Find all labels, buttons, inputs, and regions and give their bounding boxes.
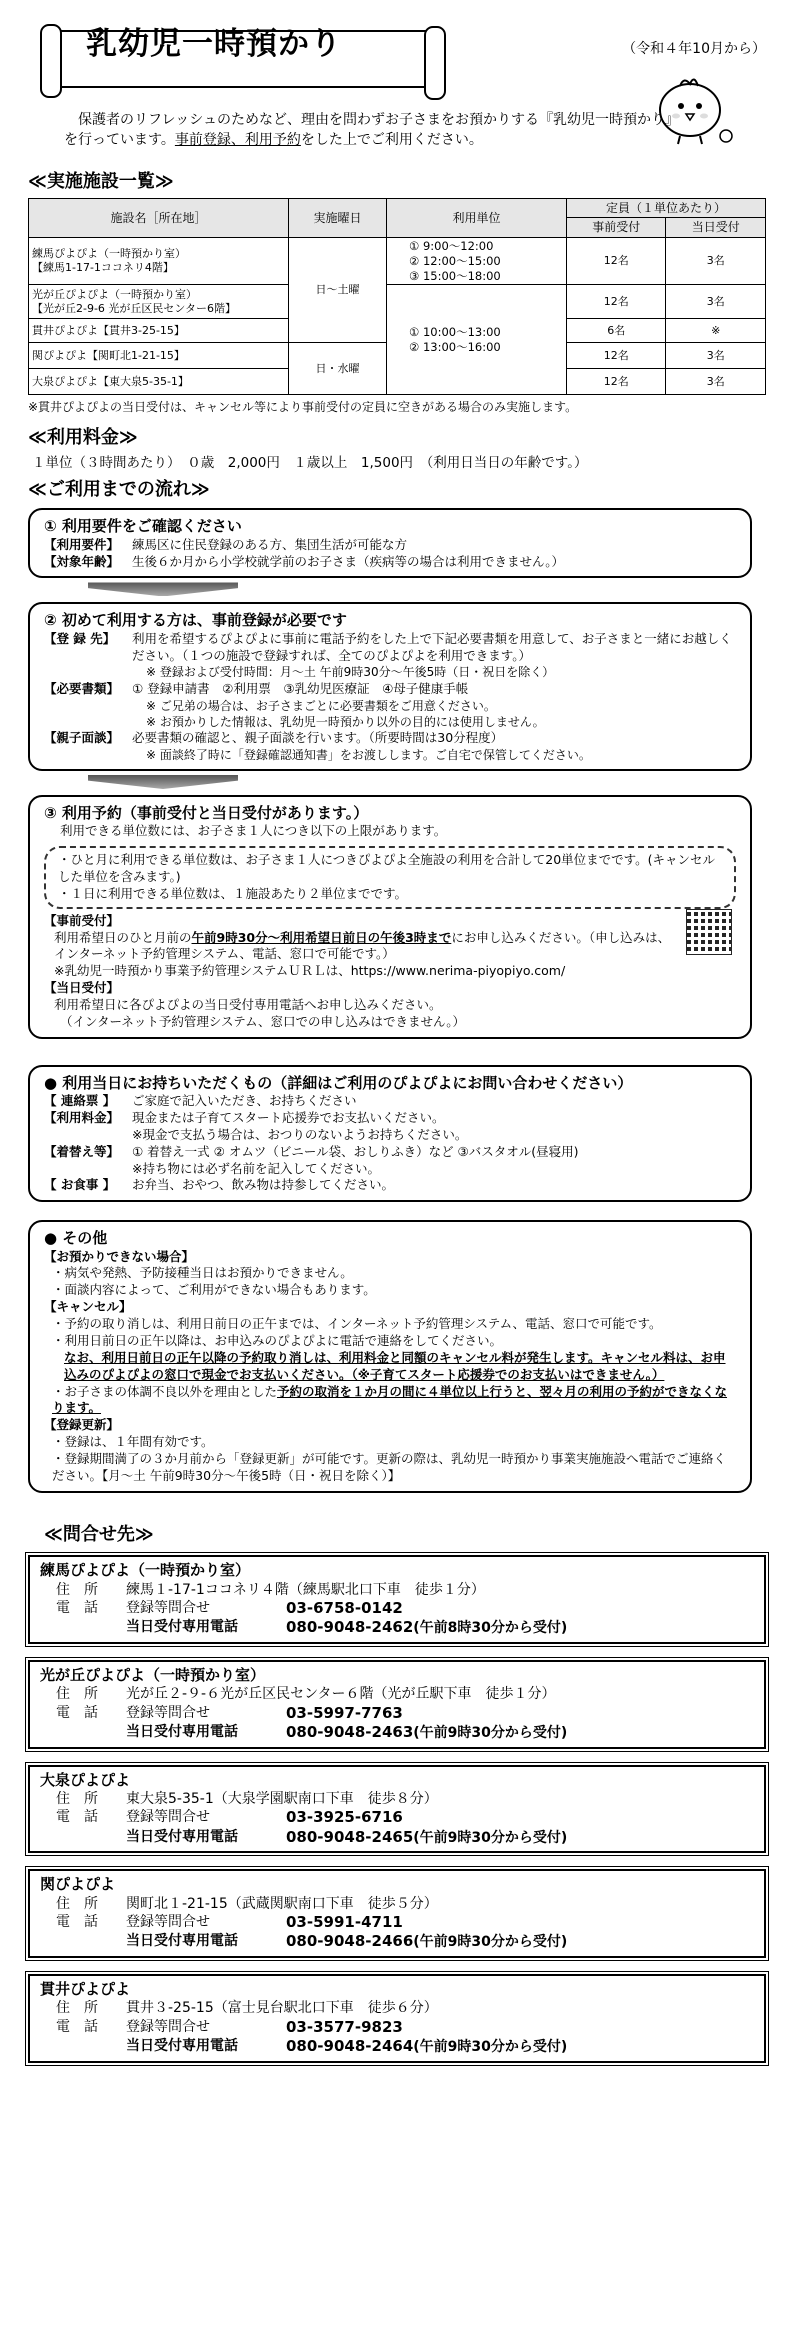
page-title: 乳幼児一時預かり [86,26,342,62]
down-arrow-icon [88,775,238,789]
header [28,14,774,164]
cancel-label: 【キャンセル】 [44,1299,132,1315]
contact-reg-row [40,1704,754,1724]
unit-cell: ① 9:00～12:00 ② 12:00～15:00 ③ 15:00～18:00 [387,237,567,285]
contact-name: 光が丘ぴよぴよ（一時預かり室） [40,1665,266,1684]
bring-text: お弁当、おやつ、飲み物は持参してください。 [132,1177,395,1193]
tel-label: 電 話 [56,1704,98,1721]
bring-label [44,1127,132,1144]
tel-label: 電 話 [56,1913,98,1930]
cannot-text: ・病気や発熱、予防接種当日はお預かりできません。 [52,1265,353,1281]
reg-tel-label: 登録等問合せ [126,1913,210,1930]
limit-box [44,846,736,909]
sameday-phone[interactable]: 080-9048-2463 [286,1723,414,1742]
sameday-note: (午前9時30分から受付) [413,1934,568,1951]
table-row [29,285,766,319]
cancel-limit-text: ・お子さまの体調不良以外を理由とした予約の取消を１か月の間に４単位以上行うと、翌々月の利用の予約ができなくなります。 [52,1383,728,1416]
sameday-phone-group [286,2037,754,2057]
advance-cell: 12名 [567,369,666,395]
sameday-phone[interactable]: 080-9048-2462 [286,1618,414,1637]
limit-text: ・１日に利用できる単位数は、１施設あたり２単位までです。 [58,885,408,901]
days-cell: 日～土曜 [289,237,387,343]
sameday-tel-label: 当日受付専用電話 [126,1828,238,1845]
contact-name: 練馬ぴよぴよ（一時預かり室） [40,1561,251,1580]
renew-text: ・登録期間満了の３か月前から「登録更新」が可能です。更新の際は、乳幼児一時預かり事業実施施設へ電話でご連絡ください。【月～土 午前9時30分～午後5時（日・祝日を除く）】 [52,1451,727,1483]
interview-label: 【親子面談】 [44,729,120,745]
address-label: 住 所 [56,1791,98,1808]
table-row [29,237,766,285]
address-label: 住 所 [56,1686,98,1703]
cancel-fee-text: なお、利用日前日の正午以降の予約取り消しは、利用料金と同額のキャンセル料が発生します。キャンセル料は、お申込みのぴよぴよの窓口で現金でお支払いください。（※子育てスタート応援券でのお支払いはできません。） [64,1349,726,1382]
bring-text: 現金または子育てスタート応援券でお支払いください。 [132,1109,445,1125]
advance-cell: 12名 [567,343,666,369]
other-head: ● その他 [44,1229,108,1248]
sameday-cell: 3名 [666,369,766,395]
adv-label: 【事前受付】 [44,912,120,928]
step3-lead: 利用できる単位数には、お子さま１人につき以下の上限があります。 [60,823,447,839]
step1-head: ① 利用要件をご確認ください [44,517,242,536]
bring-label [44,1161,132,1178]
bring-label: 【利用料金】 [44,1109,120,1125]
contact-name: 関ぴよぴよ [40,1875,116,1894]
contact-reg-row [40,1808,754,1828]
bring-label: 【着替え等】 [44,1143,120,1159]
adv-text: 利用希望日のひと月前の午前9時30分～利用希望日前日の午後3時までにお申し込みください。（申し込みは、インターネット予約管理システム、電話、窓口で可能です。） [54,929,671,962]
contact-address: 貫井３-25-15（富士見台駅北口下車 徒歩６分） [126,2000,438,2017]
contact-address-row [40,1685,754,1703]
contact-address-row [40,1895,754,1913]
reg-phone[interactable]: 03-3577-9823 [286,2017,403,2036]
sameday-phone-group [286,1618,754,1638]
advance-cell: 12名 [567,285,666,319]
bring-head: ● 利用当日にお持ちいただくもの（詳細はご利用のぴよぴよにお問い合わせください） [44,1073,633,1092]
cannot-label: 【お預かりできない場合】 [44,1248,195,1264]
reg-tel-label: 登録等問合せ [126,1704,210,1721]
advance-cell: 6名 [567,319,666,343]
contact-sameday-row [40,1828,754,1848]
interview-text: 必要書類の確認と、親子面談を行います。（所要時間は30分程度） [132,729,504,745]
sameday-tel-label: 当日受付専用電話 [126,1933,238,1950]
th-sameday: 当日受付 [666,218,766,237]
docs-note: ※ お預かりした情報は、乳幼児一時預かり以外の目的には使用しません。 [146,714,545,729]
sameday-tel-label: 当日受付専用電話 [126,1724,238,1741]
reg-note: ※ 登録および受付時間：月～土 午前9時30分～午後5時（日・祝日を除く） [146,665,555,680]
reg-tel-label: 登録等問合せ [126,1809,210,1826]
sameday-phone[interactable]: 080-9048-2465 [286,1827,414,1846]
bring-text: ※現金で支払う場合は、おつりのないようお持ちください。 [132,1126,468,1142]
sameday-cell: 3名 [666,237,766,285]
adv-url: ※乳幼児一時預かり事業予約管理システムＵＲＬは、https://www.nerima-piyopiyo.com/ [54,963,566,979]
tel-label: 電 話 [56,1809,98,1826]
req-text: 練馬区に住民登録のある方、集団生活が可能な方 [132,536,408,552]
contact-section-title: ≪問合せ先≫ [44,1523,154,1545]
th-name: 施設名［所在地］ [29,199,289,237]
other-box [28,1220,752,1493]
facility-note: ※貫井ぴよぴよの当日受付は、キャンセル等により事前受付の定員に空きがある場合のみ実施します。 [28,400,578,415]
sameday-phone-group [286,1723,754,1743]
tel-label: 電 話 [56,2018,98,2035]
th-days: 実施曜日 [289,199,387,237]
step3-head: ③ 利用予約（事前受付と当日受付があります。） [44,803,369,822]
same-text: 利用希望日に各ぴよぴよの当日受付専用電話へお申し込みください。 [54,997,442,1013]
interview-note: ※ 面談終了時に「登録確認通知書」をお渡しします。ご自宅で保管してください。 [146,747,591,762]
facility-name: 大泉ぴよぴよ【東大泉5-35-1】 [29,369,289,395]
age-label: 【対象年齢】 [44,553,120,569]
bring-text: ① 着替え一式 ② オムツ（ビニール袋、おしりふき）など ③バスタオル(昼寝用) [132,1143,579,1159]
qr-code-icon [686,909,732,955]
reg-phone[interactable]: 03-5991-4711 [286,1912,403,1931]
cannot-text: ・面談内容によって、ご利用ができない場合もあります。 [52,1282,376,1298]
sameday-cell: 3名 [666,343,766,369]
contact-address: 練馬１-17-1ココネリ４階（練馬駅北口下車 徒歩１分） [126,1581,485,1598]
contact-sameday-row [40,1723,754,1743]
contact-card [28,1555,766,1644]
contact-reg-row [40,1599,754,1619]
th-unit: 利用単位 [387,199,567,237]
reg-text: 利用を希望するぴよぴよに事前に電話予約をした上で下記必要書類を用意して、お子さまと一緒にお越しください。（１つの施設で登録すれば、全てのぴよぴよを利用できます。） [132,630,732,663]
sameday-note: (午前9時30分から受付) [413,1725,568,1742]
renew-label: 【登録更新】 [44,1417,120,1433]
tel-label: 電 話 [56,1599,98,1616]
contact-name: 貫井ぴよぴよ [40,1979,131,1998]
facility-section-title: ≪実施施設一覧≫ [28,171,174,192]
contact-sameday-row [40,1618,754,1638]
contact-card [28,1974,766,2063]
sameday-tel-label: 当日受付専用電話 [126,1619,238,1636]
bring-label: 【 連絡票 】 [44,1093,116,1109]
facility-name: 練馬ぴよぴよ（一時預かり室） 【練馬1-17-1ココネリ4階】 [29,237,289,285]
sameday-tel-label: 当日受付専用電話 [126,2038,238,2055]
contact-sameday-row [40,1932,754,1952]
reg-phone[interactable]: 03-6758-0142 [286,1598,403,1617]
contact-address-row [40,1790,754,1808]
contact-name: 大泉ぴよぴよ [40,1770,131,1789]
reg-tel-label: 登録等問合せ [126,2018,210,2035]
sameday-phone[interactable]: 080-9048-2466 [286,1932,414,1951]
sameday-cell: ※ [666,319,766,343]
th-advance: 事前受付 [567,218,666,237]
limit-text: ・ひと月に利用できる単位数は、お子さま１人につきぴよぴよ全施設の利用を合計して20単位までです。(キャンセルした単位を含みます。) [58,852,716,884]
address-label: 住 所 [56,2000,98,2017]
facility-name: 貫井ぴよぴよ【貫井3-25-15】 [29,319,289,343]
reg-tel-label: 登録等問合せ [126,1599,210,1616]
step2-box [28,602,752,771]
down-arrow-icon [88,582,238,596]
bring-text: ※持ち物には必ず名前を記入してください。 [132,1160,380,1176]
fee-section-title: ≪利用料金≫ [28,426,138,448]
contact-sameday-row [40,2037,754,2057]
contact-card [28,1869,766,1958]
flow-section-title: ≪ご利用までの流れ≫ [28,479,210,501]
contact-address: 光が丘２-９-６光が丘区民センター６階（光が丘駅下車 徒歩１分） [126,1686,556,1703]
req-label: 【利用要件】 [44,536,120,552]
step3-box [28,795,752,1039]
contact-address-row [40,1999,754,2017]
fee-text: １単位（３時間あたり） ０歳 2,000円 １歳以上 1,500円 （利用日当日の年齢です。） [32,454,588,471]
days-cell: 日・水曜 [289,343,387,395]
bring-text: ご家庭で記入いただき、お持ちください [132,1093,357,1109]
contact-address: 東大泉5-35-1（大泉学園駅南口下車 徒歩８分） [126,1791,438,1808]
age-text: 生後６か月から小学校就学前のお子さま（疾病等の場合は利用できません。） [132,553,565,569]
docs-text: ① 登録申請書 ②利用票 ③乳幼児医療証 ④母子健康手帳 [132,680,469,696]
bring-label: 【 お食事 】 [44,1177,116,1193]
same-note: （インターネット予約管理システム、窓口での申し込みはできません。） [60,1013,466,1029]
intro-text: 保護者のリフレッシュのためなど、理由を問わずお子さまをお預かりする『乳幼児一時預かり』を行っています。事前登録、利用予約をした上でご利用ください。 [64,112,673,149]
contact-reg-row [40,2018,754,2038]
bring-box [28,1065,752,1203]
contact-card [28,1765,766,1854]
sameday-phone[interactable]: 080-9048-2464 [286,2037,414,2056]
date-note: （令和４年10月から） [622,41,766,57]
step2-head: ② 初めて利用する方は、事前登録が必要です [44,611,347,630]
sameday-note: (午前9時30分から受付) [413,1829,568,1846]
th-capacity: 定員（１単位あたり） [567,199,766,218]
facility-name: 関ぴよぴよ【関町北1-21-15】 [29,343,289,369]
contact-list [28,1555,774,2062]
advance-cell: 12名 [567,237,666,285]
sameday-note: (午前8時30分から受付) [413,1620,568,1637]
reg-phone[interactable]: 03-3925-6716 [286,1808,403,1827]
step1-box [28,508,752,578]
sameday-cell: 3名 [666,285,766,319]
contact-reg-row [40,1913,754,1933]
contact-card [28,1660,766,1749]
renew-text: ・登録は、１年間有効です。 [52,1434,214,1450]
docs-label: 【必要書類】 [44,680,120,696]
facility-table [28,198,766,395]
reg-phone[interactable]: 03-5997-7763 [286,1703,403,1722]
same-label: 【当日受付】 [44,980,120,996]
unit-cell: ① 10:00～13:00 ② 13:00～16:00 [387,285,567,395]
facility-name: 光が丘ぴよぴよ（一時預かり室） 【光が丘2-9-6 光が丘区民センター6階】 [29,285,289,319]
contact-address: 関町北１-21-15（武蔵関駅南口下車 徒歩５分） [126,1895,438,1912]
cancel-text: ・予約の取り消しは、利用日前日の正午までは、インターネット予約管理システム、電話、窓口で可能です。 [52,1316,662,1332]
sameday-phone-group [286,1828,754,1848]
cancel-text: ・利用日前日の正午以降は、お申込みのぴよぴよに電話で連絡をしてください。 [52,1332,503,1348]
sameday-phone-group [286,1932,754,1952]
sameday-note: (午前9時30分から受付) [413,2039,568,2056]
address-label: 住 所 [56,1895,98,1912]
reg-label: 【登 録 先】 [44,630,116,646]
address-label: 住 所 [56,1581,98,1598]
contact-address-row [40,1581,754,1599]
docs-note: ※ ご兄弟の場合は、お子さまごとに必要書類をご用意ください。 [146,698,496,713]
